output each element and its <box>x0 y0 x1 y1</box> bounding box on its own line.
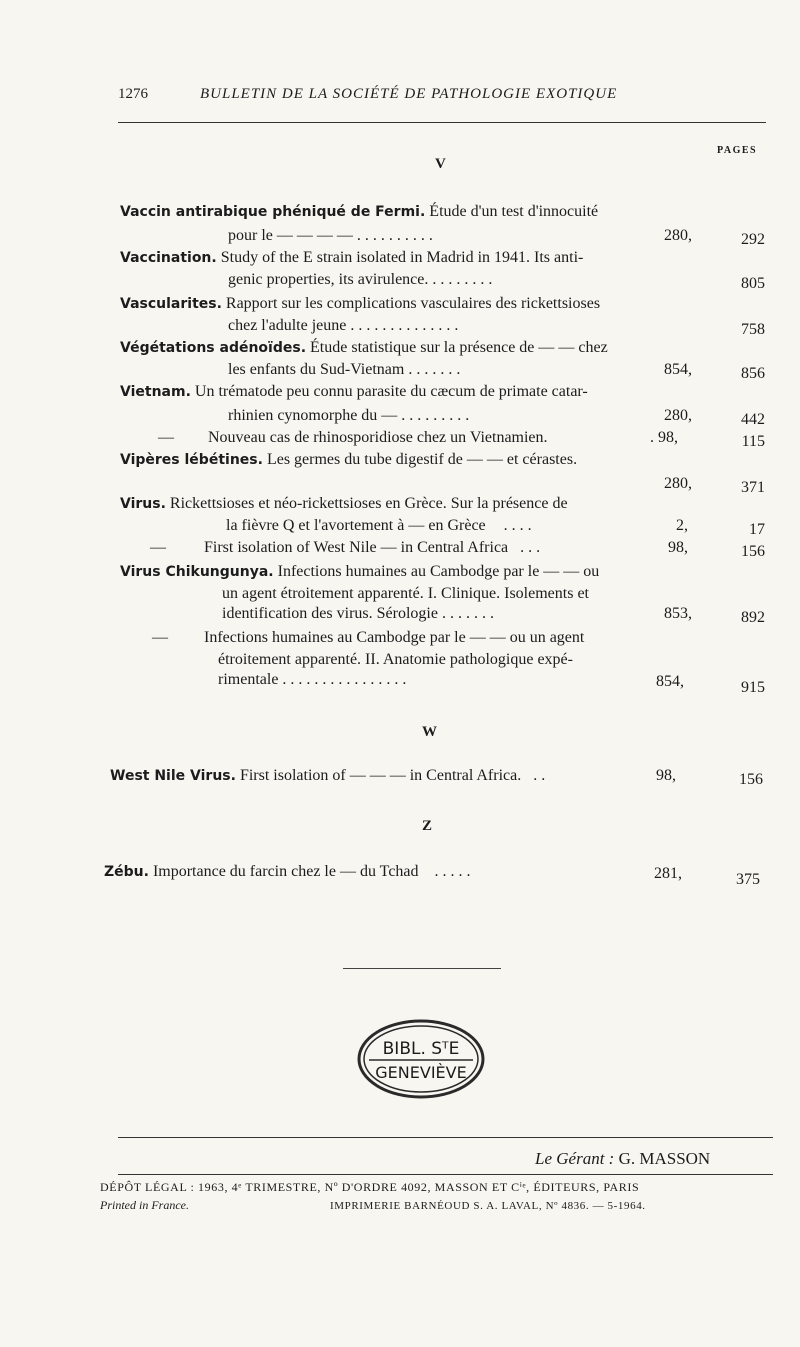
gerant-line <box>535 1149 710 1169</box>
entry-page: 805 <box>741 275 765 292</box>
entry-text: les enfants du Sud-Vietnam <box>228 361 405 378</box>
entry-keyword: Virus. <box>120 496 166 512</box>
entry-text: Study of the E strain isolated in Madrid in 1941. Its anti- <box>216 249 584 266</box>
entry-page: 915 <box>741 679 765 696</box>
entry-vietnam-line1 <box>120 382 588 402</box>
entry-ref: 854, <box>664 361 692 378</box>
pages-column-label: PAGES <box>717 145 758 156</box>
entry-ref: 280, <box>664 475 692 492</box>
entry-page: 371 <box>741 479 765 496</box>
entry-text: la fièvre Q et l'avortement à — en Grèce <box>226 517 486 534</box>
entry-ref: 280, <box>664 227 692 244</box>
entry-keyword: Vaccin antirabique phéniqué de Fermi. <box>120 204 426 220</box>
entry-page: 292 <box>741 231 765 248</box>
entry-text: Infections humaines au Cambodge par le — — ou un agent <box>204 629 585 646</box>
imprimerie: IMPRIMERIE BARNÉOUD S. A. LAVAL, Nº 4836. — 5-1964. <box>330 1200 646 1212</box>
entry-text: Nouveau cas de rhinosporidiose chez un Vietnamien. <box>208 429 548 446</box>
entry-text: First isolation of West Nile — in Central Africa <box>204 539 509 556</box>
leader-dots: . . . . . . . . . . . . . . . . <box>282 671 407 688</box>
entry-vascularites-line2 <box>228 316 458 336</box>
section-letter-w: W <box>422 724 437 740</box>
section-letter-v: V <box>435 156 446 172</box>
journal-title: BULLETIN DE LA SOCIÉTÉ DE PATHOLOGIE EXOTIQUE <box>200 86 618 102</box>
entry-vietnam-sub <box>158 428 548 448</box>
entry-page: 156 <box>739 771 763 788</box>
entry-ref: 280, <box>664 407 692 424</box>
entry-text: Rickettsioses et néo-rickettsioses en Grèce. Sur la présence de <box>165 495 568 512</box>
stamp-line2: GENEVIÈVE <box>375 1063 467 1082</box>
entry-keyword: Vascularites. <box>120 296 222 312</box>
entry-text: Étude statistique sur la présence de — — chez <box>306 339 608 356</box>
entry-vaccin-line1 <box>120 202 598 222</box>
footer-rule <box>118 1137 773 1138</box>
entry-text: identification des virus. Sérologie <box>222 605 438 622</box>
entry-text: genic properties, its avirulence. <box>228 271 429 288</box>
entry-keyword: Vaccination. <box>120 250 217 266</box>
entry-viperes-line1 <box>120 450 577 470</box>
entry-page: 856 <box>741 365 765 382</box>
entry-vaccin-line2 <box>228 226 433 246</box>
entry-chikungunya-sub-line1 <box>152 628 584 648</box>
entry-text: chez l'adulte jeune <box>228 317 347 334</box>
entry-vegetations-line2 <box>228 360 460 380</box>
page-number: 1276 <box>118 86 148 102</box>
entry-ref: 281, <box>654 865 682 882</box>
entry-text: Infections humaines au Cambodge par le — — ou <box>273 563 600 580</box>
header-rule <box>118 122 766 123</box>
entry-ref: 98, <box>656 767 676 784</box>
entry-chikungunya-line2: un agent étroitement apparenté. I. Clinique. Isolements et <box>222 585 589 602</box>
leader-dots: . . . . . <box>434 863 471 880</box>
entry-page: 375 <box>736 871 760 888</box>
entry-chikungunya-sub-line3 <box>218 670 406 690</box>
entry-chikungunya-sub-line2: étroitement apparenté. II. Anatomie pathologique expé- <box>218 651 573 668</box>
depot-legal: DÉPÔT LÉGAL : 1963, 4ᵉ TRIMESTRE, Nº D'ORDRE 4092, MASSON ET Cⁱᵉ, ÉDITEURS, PARIS <box>100 1180 640 1194</box>
entry-page: 892 <box>741 609 765 626</box>
entry-text: rhinien cynomorphe du — . <box>228 407 406 424</box>
leader-dots: . . <box>533 767 546 784</box>
stamp-line1: BIBL. SᵀE <box>382 1039 460 1059</box>
entry-vascularites-line1 <box>120 294 600 314</box>
footer-rule-2 <box>118 1174 773 1175</box>
entry-text: Rapport sur les complications vasculaires des rickettsioses <box>221 295 601 312</box>
entry-ref: . 98, <box>650 429 678 446</box>
entry-chikungunya-line3 <box>222 604 494 624</box>
leader-dots: . . . . . . . <box>408 361 461 378</box>
gerant-label: Le Gérant : <box>535 1149 615 1168</box>
repeat-dash: — <box>158 429 174 446</box>
gerant-name: G. MASSON <box>618 1149 711 1168</box>
entry-keyword: Vietnam. <box>120 384 191 400</box>
leader-dots: . . . <box>520 539 541 556</box>
entry-ref: 2, <box>676 517 688 534</box>
entry-page: 156 <box>741 543 765 560</box>
leader-dots: . . . . . . . . <box>409 407 470 424</box>
entry-page: 115 <box>741 433 765 450</box>
entry-keyword: Vipères lébétines. <box>120 452 263 468</box>
entry-page: 758 <box>741 321 765 338</box>
printed-in: Printed in France. <box>100 1198 189 1212</box>
entry-page: 442 <box>741 411 765 428</box>
leader-dots: . . . . <box>503 517 532 534</box>
entry-ref: 853, <box>664 605 692 622</box>
repeat-dash: — <box>150 539 166 556</box>
entry-text: rimentale <box>218 671 279 688</box>
entry-virus-line2 <box>226 516 532 536</box>
entry-chikungunya-line1 <box>120 562 599 582</box>
entry-text: Étude d'un test d'innocuité <box>425 203 599 220</box>
entry-keyword: Zébu. <box>104 864 149 880</box>
entry-keyword: West Nile Virus. <box>110 768 236 784</box>
entry-virus-line1 <box>120 494 568 514</box>
repeat-dash: — <box>152 629 168 646</box>
end-rule <box>343 968 501 969</box>
entry-vaccination-line2 <box>228 270 492 290</box>
entry-zebu-line1 <box>104 862 471 882</box>
entry-text: Importance du farcin chez le — du Tchad <box>148 863 419 880</box>
library-stamp <box>355 1016 487 1102</box>
entry-vegetations-line1 <box>120 338 608 358</box>
entry-page: 17 <box>749 521 765 538</box>
entry-text: pour le — — — — . <box>228 227 361 244</box>
entry-vaccination-line1 <box>120 248 583 268</box>
entry-keyword: Végétations adénoïdes. <box>120 340 307 356</box>
entry-virus-sub <box>150 538 540 558</box>
leader-dots: . . . . . . . . . <box>364 227 433 244</box>
entry-vietnam-line2 <box>228 406 469 426</box>
entry-text: Les germes du tube digestif de — — et cérastes. <box>262 451 578 468</box>
leader-dots: . . . . . . . . <box>432 271 493 288</box>
entry-ref: 98, <box>668 539 688 556</box>
section-letter-z: Z <box>422 818 433 834</box>
entry-ref: 854, <box>656 673 684 690</box>
entry-keyword: Virus Chikungunya. <box>120 564 274 580</box>
entry-text: First isolation of — — — in Central Africa. <box>235 767 522 784</box>
leader-dots: . . . . . . . <box>441 605 494 622</box>
leader-dots: . . . . . . . . . . . . . . <box>350 317 459 334</box>
entry-text: Un trématode peu connu parasite du cæcum de primate catar- <box>190 383 588 400</box>
entry-westnile-line1 <box>110 766 545 786</box>
